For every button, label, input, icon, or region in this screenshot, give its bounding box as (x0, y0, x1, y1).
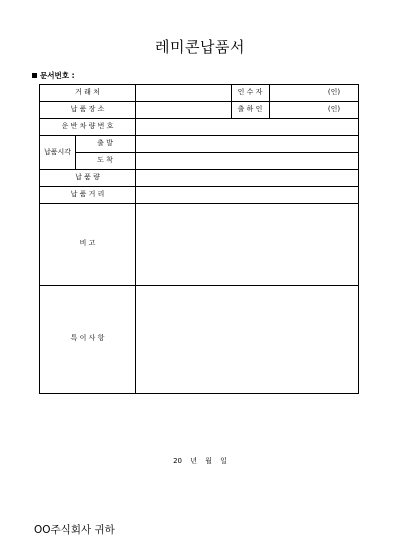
col-divider (135, 85, 136, 393)
doc-number-row (32, 70, 75, 81)
col-divider (269, 85, 270, 118)
shipper-seal: (인) (327, 105, 341, 113)
square-bullet-icon (32, 73, 37, 78)
client-label: 거 래 처 (75, 88, 100, 96)
shipper-label: 출 하 인 (237, 105, 263, 113)
row-divider (40, 186, 358, 187)
row-divider (40, 118, 358, 119)
row-divider (75, 152, 358, 153)
receiver-seal: (인) (327, 88, 341, 96)
delivery-time-label: 납품시각 (43, 148, 72, 156)
quantity-label: 납 품 량 (75, 173, 100, 181)
special-notes-label: 특 이 사 항 (70, 334, 105, 342)
doc-number-label: 문서번호 : (40, 71, 75, 80)
remarks-label: 비 고 (79, 239, 96, 247)
arrival-label: 도 착 (97, 156, 113, 164)
delivery-place-label: 납 품 장 소 (70, 105, 105, 113)
departure-label: 출 발 (97, 139, 113, 147)
row-divider (40, 203, 358, 204)
date-line: 20 년 월 일 (173, 457, 227, 465)
row-divider (40, 169, 358, 170)
document-title: 레미콘납품서 (155, 38, 245, 56)
row-divider (40, 135, 358, 136)
delivery-form-table (39, 84, 359, 394)
receiver-label: 인 수 자 (237, 88, 263, 96)
row-divider (40, 285, 358, 286)
vehicle-number-label: 운 반 차 량 번 호 (61, 122, 114, 130)
row-divider (40, 101, 358, 102)
distance-label: 납 품 거 리 (70, 190, 105, 198)
recipient-footer: OO주식회사 귀하 (34, 524, 115, 536)
